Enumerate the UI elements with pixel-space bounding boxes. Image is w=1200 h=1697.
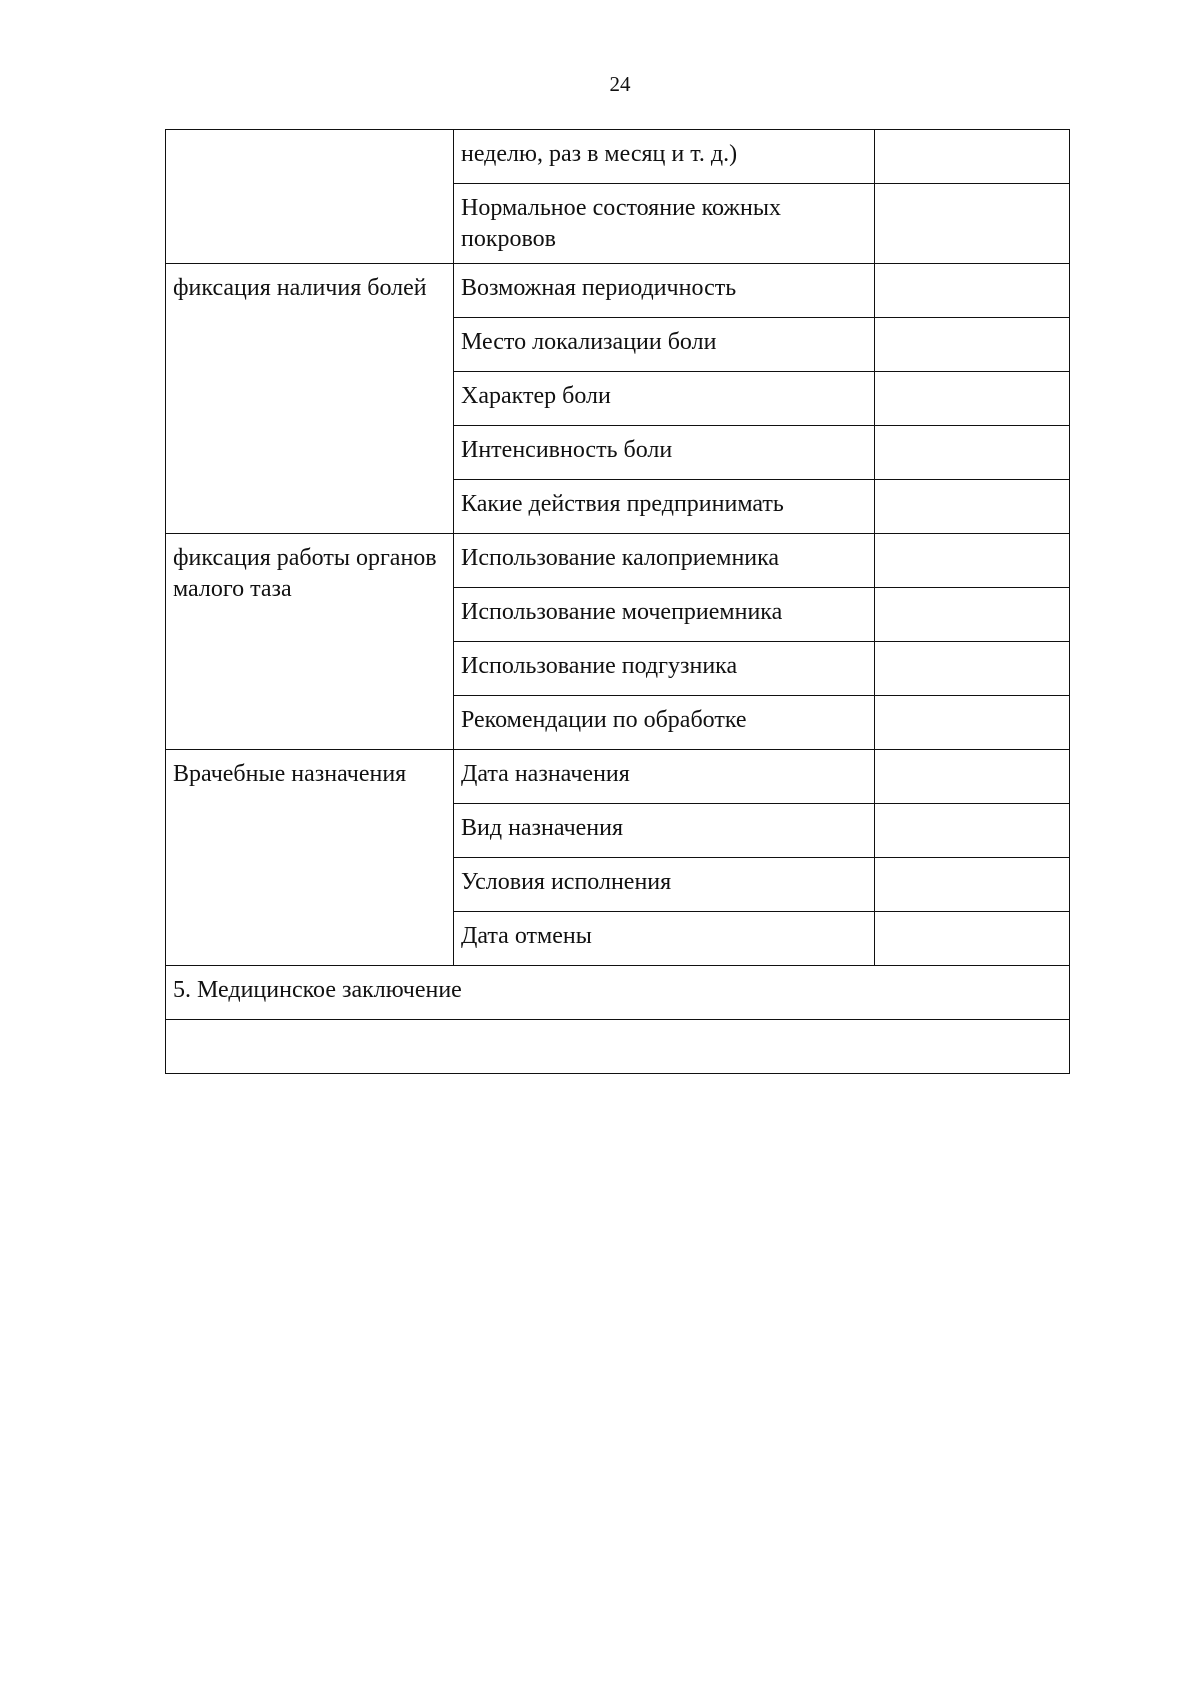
item-cell: Использование калоприемника	[454, 534, 875, 588]
value-cell[interactable]	[875, 318, 1070, 372]
table-row	[166, 534, 1070, 588]
item-cell: Нормальное состояние кожных покровов	[454, 184, 875, 264]
table-row	[166, 966, 1070, 1020]
value-cell[interactable]	[875, 264, 1070, 318]
item-cell: Интенсивность боли	[454, 426, 875, 480]
item-cell: Вид назначения	[454, 804, 875, 858]
value-cell[interactable]	[875, 642, 1070, 696]
item-cell: Условия исполнения	[454, 858, 875, 912]
item-cell: Дата отмены	[454, 912, 875, 966]
category-cell: Врачебные назначения	[166, 750, 454, 966]
category-cell	[166, 130, 454, 264]
table-row	[166, 750, 1070, 804]
value-cell[interactable]	[875, 588, 1070, 642]
item-cell: Рекомендации по обработке	[454, 696, 875, 750]
category-cell: фиксация работы органов малого таза	[166, 534, 454, 750]
value-cell[interactable]	[875, 696, 1070, 750]
value-cell[interactable]	[875, 130, 1070, 184]
item-cell: Использование подгузника	[454, 642, 875, 696]
value-cell[interactable]	[875, 858, 1070, 912]
item-cell: Характер боли	[454, 372, 875, 426]
item-cell: Возможная периодичность	[454, 264, 875, 318]
value-cell[interactable]	[875, 534, 1070, 588]
item-cell: Дата назначения	[454, 750, 875, 804]
conclusion-cell[interactable]	[166, 1020, 1070, 1074]
table-row	[166, 1020, 1070, 1074]
category-cell: фиксация наличия болей	[166, 264, 454, 534]
item-cell: Использование мочеприемника	[454, 588, 875, 642]
item-cell: Какие действия предпринимать	[454, 480, 875, 534]
value-cell[interactable]	[875, 184, 1070, 264]
table-row	[166, 264, 1070, 318]
value-cell[interactable]	[875, 912, 1070, 966]
item-cell: Место локализации боли	[454, 318, 875, 372]
value-cell[interactable]	[875, 804, 1070, 858]
assessment-table	[165, 129, 1070, 1074]
table-row	[166, 130, 1070, 184]
value-cell[interactable]	[875, 480, 1070, 534]
value-cell[interactable]	[875, 426, 1070, 480]
value-cell[interactable]	[875, 372, 1070, 426]
page-number: 24	[609, 72, 631, 96]
item-cell: неделю, раз в месяц и т. д.)	[454, 130, 875, 184]
value-cell[interactable]	[875, 750, 1070, 804]
section-title: 5. Медицинское заключение	[166, 966, 1070, 1020]
